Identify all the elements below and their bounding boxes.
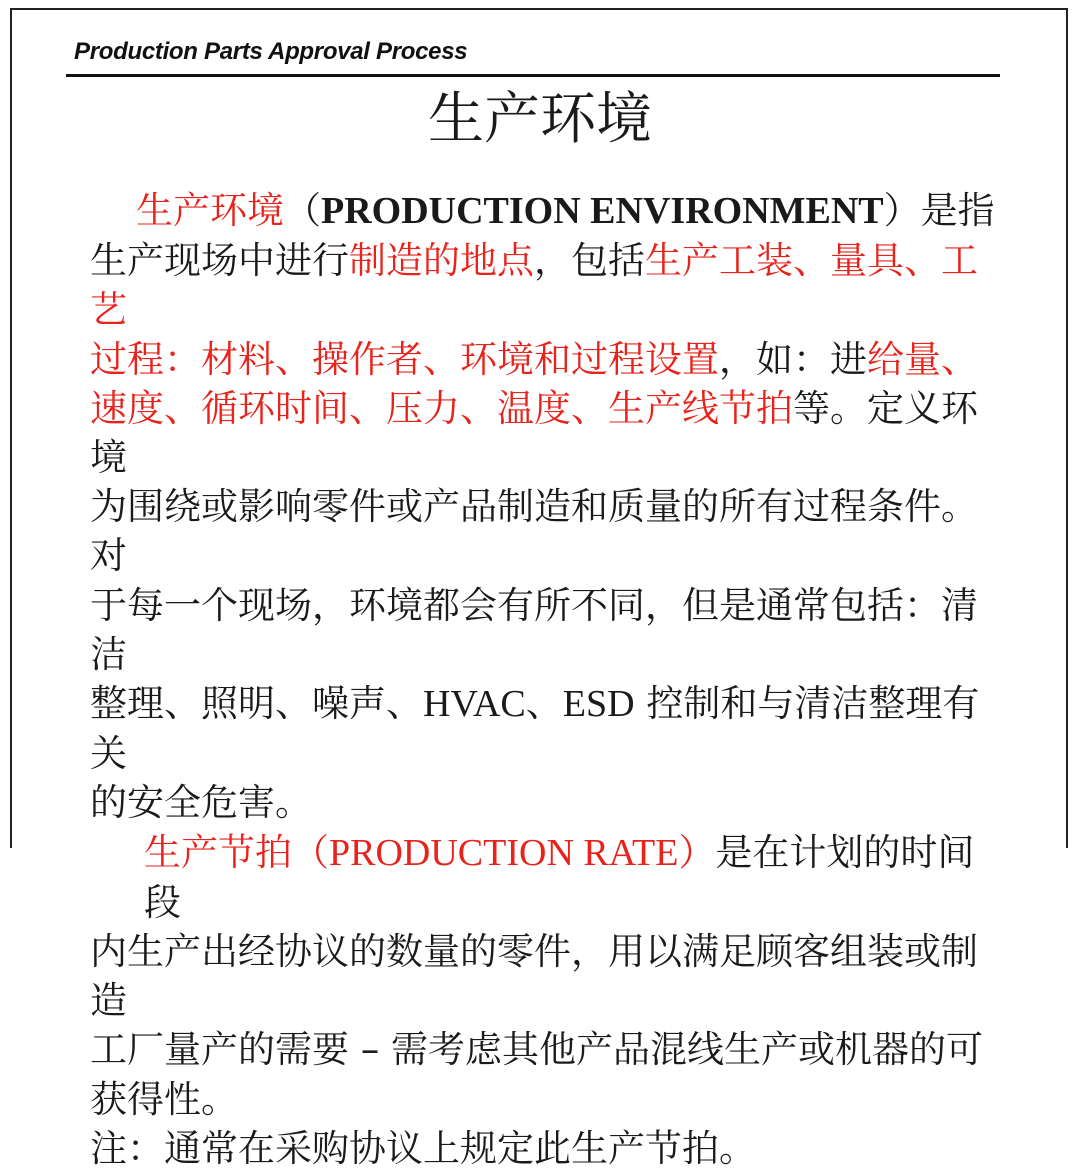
para1-l1-tail: ）是指 [883, 189, 995, 232]
term-production-rate: 生产节拍 [144, 830, 292, 874]
text-span: 是在计划的时间段 [144, 830, 975, 924]
page-title: 生产环境 [428, 87, 652, 152]
para1-line3 [90, 335, 995, 384]
para1-line7 [90, 679, 995, 778]
term-production-rate-en: PRODUCTION RATE [329, 831, 679, 874]
text-span: 整理、照明、噪声、 [90, 682, 423, 726]
text-span: ESD [562, 683, 635, 726]
paren-open: （ [284, 189, 321, 232]
para2-line1 [90, 828, 995, 927]
highlight-span: 给量、 [867, 337, 978, 381]
running-header: Production Parts Approval Process [74, 38, 468, 65]
para2-line2: 内生产出经协议的数量的零件，用以满足顾客组装或制造 [90, 930, 978, 1023]
para1-line5: 为围绕或影响零件或产品制造和质量的所有过程条件。对 [90, 485, 978, 578]
para1-line1 [90, 186, 995, 236]
paren-open: （ [292, 830, 329, 874]
text-span: 控制和与清洁整理有关 [90, 682, 980, 776]
body-text [90, 186, 995, 1173]
text-span: ，如：进 [719, 337, 867, 381]
para1-line2 [90, 236, 995, 334]
para2-line4: 获得性。 [90, 1077, 238, 1121]
text-span: 生产现场中进行 [90, 239, 349, 283]
text-span: 、 [525, 682, 563, 726]
note-line: 注：通常在采购协议上规定此生产节拍。 [90, 1126, 756, 1170]
term-production-environment-en: PRODUCTION ENVIRONMENT [321, 190, 884, 232]
para1-line4 [90, 384, 995, 482]
para1-line8: 的安全危害。 [90, 781, 312, 825]
paren-close: ） [678, 830, 716, 874]
para1-line6: 于每一个现场，环境都会有所不同，但是通常包括：清洁 [90, 583, 978, 676]
header-rule [66, 74, 1000, 77]
para2-line3: 工厂量产的需要 – 需考虑其他产品混线生产或机器的可 [90, 1028, 984, 1072]
highlight-span: 速度、循环时间、压力、温度、生产线节拍 [90, 386, 793, 430]
term-production-environment: 生产环境 [136, 189, 284, 232]
highlight-span: 过程：材料、操作者、环境和过程设置 [90, 337, 719, 381]
text-span: HVAC [423, 683, 526, 726]
highlight-span: 生产工装、量具、工艺 [90, 239, 978, 332]
highlight-span: 制造的地点 [349, 239, 534, 283]
text-span: 等。定义环境 [90, 386, 978, 480]
text-span: ，包括 [534, 239, 645, 283]
